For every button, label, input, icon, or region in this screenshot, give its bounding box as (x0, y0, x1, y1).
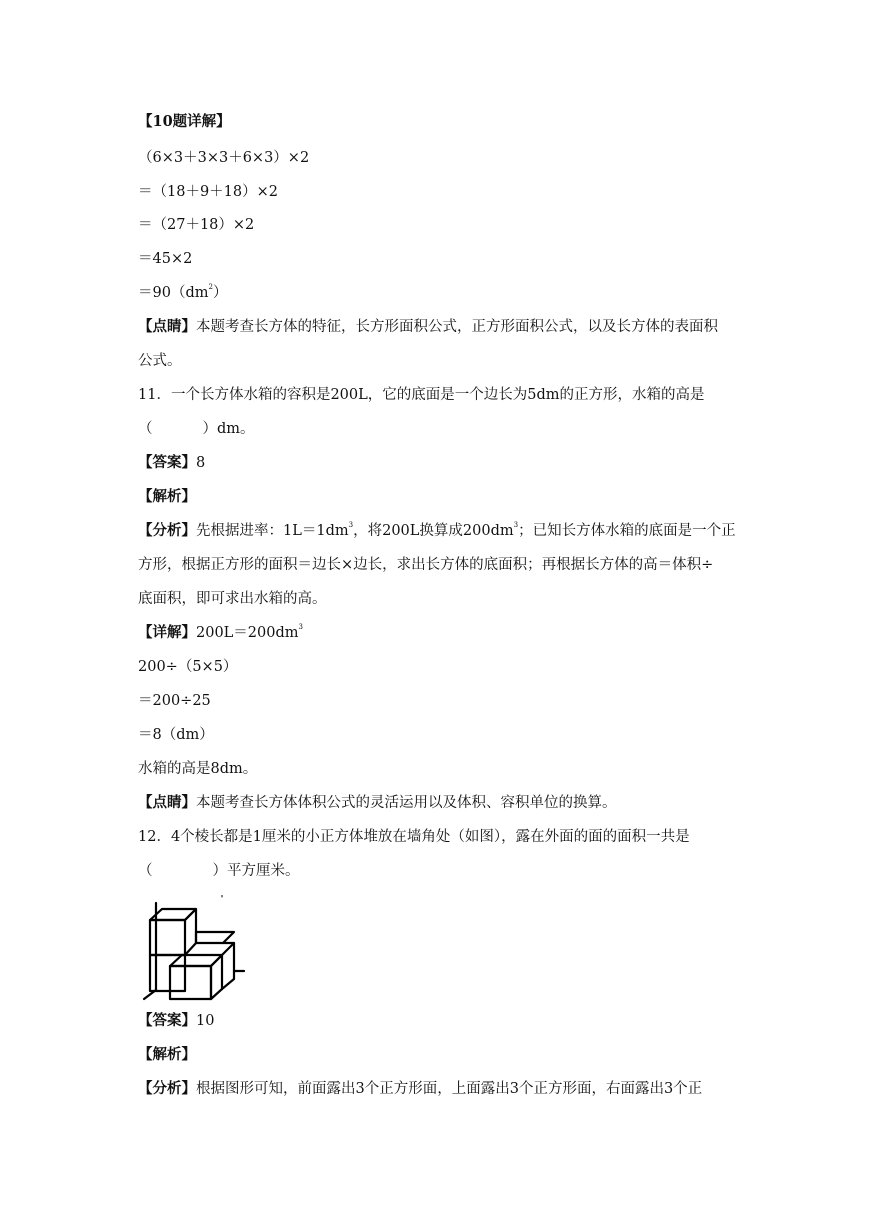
equation-line (138, 283, 227, 303)
equation-line: ＝8（dm） (138, 727, 214, 743)
blank-open: （ (138, 421, 153, 437)
answer-tag: 【答案】 (138, 1012, 196, 1029)
cube-front-face (170, 966, 211, 999)
blank-close: ）平方厘米。 (212, 863, 300, 879)
question-blank-line (138, 419, 255, 439)
comment-line: 公式。 (138, 353, 182, 369)
equation-text: ＝90（dm (138, 285, 209, 301)
answer-line (138, 453, 205, 473)
comment-line (138, 317, 718, 337)
analysis-tag: 【解析】 (138, 1046, 196, 1063)
answer-value: 8 (196, 455, 206, 471)
detail-line (138, 623, 303, 643)
equation-line: ＝（27＋18）×2 (138, 217, 255, 233)
equation-line: ＝（18＋9＋18）×2 (138, 184, 279, 200)
question-text: 11．一个长方体水箱的容积是200L，它的底面是一个边长为5dm的正方形，水箱的高是 (138, 387, 705, 403)
conclusion-line: 水箱的高是8dm。 (138, 761, 258, 777)
comment-tag: 【点睛】 (138, 318, 196, 335)
cube-side-face (211, 955, 222, 999)
answer-line (138, 1011, 214, 1031)
comment-text: 本题考查长方体的特征，长方形面积公式，正方形面积公式，以及长方体的表面积 (196, 319, 718, 335)
comment-line (138, 793, 617, 813)
equation-line: 200÷（5×5） (138, 659, 238, 675)
superscript: 3 (348, 521, 354, 529)
analysis-line: 方形，根据正方形的面积＝边长×边长，求出长方体的底面积；再根据长方体的高＝体积÷ (138, 557, 714, 573)
analysis-subtag: 【分析】 (138, 1080, 196, 1097)
analysis-text: ；已知长方体水箱的底面是一个正 (518, 523, 736, 539)
question-text: 12．4个棱长都是1厘米的小正方体堆放在墙角处（如图），露在外面的面的面积一共是 (138, 829, 690, 845)
detail-tag: 【详解】 (138, 624, 196, 641)
question-blank-line (138, 861, 300, 881)
stacked-cubes-figure (138, 895, 248, 1005)
analysis-tag: 【解析】 (138, 488, 196, 505)
equation-line: ＝45×2 (138, 251, 193, 267)
analysis-text: ，将200L换算成200dm (353, 523, 514, 539)
equation-line: ＝200÷25 (138, 693, 211, 709)
cube-side-edge (185, 909, 196, 943)
analysis-line (138, 521, 736, 541)
comment-tag: 【点睛】 (138, 794, 196, 811)
cube-edge (185, 943, 196, 955)
analysis-line: 底面积，即可求出水箱的高。 (138, 591, 327, 607)
cube-top-face (196, 932, 234, 943)
answer-value: 10 (196, 1013, 215, 1029)
analysis-subtag: 【分析】 (138, 522, 196, 539)
equation-text: ） (212, 285, 228, 301)
superscript: 3 (298, 623, 303, 631)
superscript: 3 (513, 521, 519, 529)
superscript: 2 (208, 283, 213, 291)
answer-tag: 【答案】 (138, 454, 196, 471)
comment-text: 本题考查长方体体积公式的灵活运用以及体积、容积单位的换算。 (196, 795, 617, 811)
analysis-line (138, 1079, 702, 1099)
detail-text: 200L＝200dm (196, 625, 299, 641)
equation-line: （6×3＋3×3＋6×3）×2 (138, 150, 310, 166)
analysis-text: 先根据进率：1L＝1dm (196, 523, 349, 539)
section-heading: 【10题详解】 (138, 113, 231, 130)
blank-open: （ (138, 863, 153, 879)
cube-side-face (222, 943, 234, 989)
analysis-text: 根据图形可知，前面露出3个正方形面，上面露出3个正方形面，右面露出3个正 (196, 1081, 703, 1097)
blank-close: ）dm。 (202, 421, 255, 437)
